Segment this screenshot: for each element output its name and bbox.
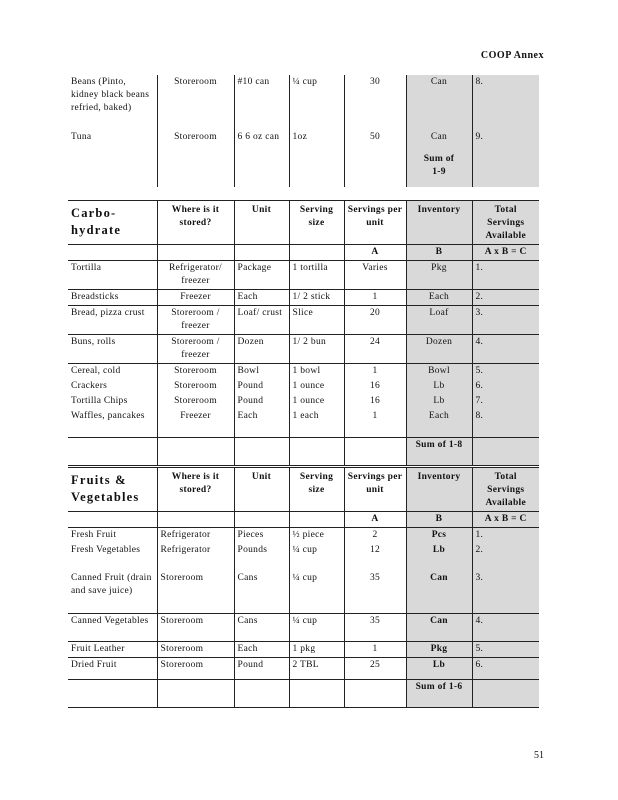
servings-per-unit: 30 <box>344 75 406 130</box>
servings-per-unit: 20 <box>344 306 406 335</box>
inventory: Lb <box>406 657 472 679</box>
unit: Cans <box>234 571 289 613</box>
table-row <box>68 130 539 187</box>
table-row <box>68 528 539 544</box>
table-row <box>68 364 539 380</box>
col-serving: Serving size <box>289 468 344 512</box>
unit: Package <box>234 261 289 290</box>
total-servings: 7. <box>472 394 539 409</box>
storage-location: Storeroom <box>157 641 234 657</box>
total-servings: 9. <box>472 130 539 187</box>
item-name: Waffles, pancakes <box>68 409 157 437</box>
item-name: Beans (Pinto, kidney black beans refried, baked) <box>71 77 150 113</box>
fruits-vegetables-table <box>68 467 539 708</box>
col-total: Total Servings Available <box>472 201 539 245</box>
col-total: Total Servings Available <box>472 468 539 512</box>
serving-size: ½ piece <box>289 528 344 544</box>
inventory: Can <box>406 613 472 641</box>
storage-location: Storeroom <box>157 613 234 641</box>
sum-label: Sum of 1-8 <box>406 437 472 465</box>
table-row <box>68 290 539 306</box>
col-inventory: Inventory <box>406 201 472 245</box>
inventory: Bowl <box>406 364 472 380</box>
inventory: Can <box>406 571 472 613</box>
annex-header: COOP Annex <box>480 50 544 61</box>
sum-row <box>68 679 539 707</box>
table-row <box>68 571 539 613</box>
col-formula: A x B = C <box>472 245 539 261</box>
servings-per-unit: 16 <box>344 379 406 394</box>
serving-size: 1/ 2 stick <box>289 290 344 306</box>
item-name: Buns, rolls <box>68 335 157 364</box>
storage-location: Storeroom <box>157 75 234 130</box>
serving-size: ¼ cup <box>289 75 344 130</box>
servings-per-unit: 16 <box>344 394 406 409</box>
storage-location: Storeroom <box>157 394 234 409</box>
formula-row <box>68 245 539 261</box>
unit: Cans <box>234 613 289 641</box>
storage-location: Storeroom <box>157 364 234 380</box>
total-servings: 6. <box>472 379 539 394</box>
table-row <box>68 613 539 641</box>
col-unit: Unit <box>234 468 289 512</box>
inventory: Pkg <box>406 261 472 290</box>
serving-size: 1/ 2 bun <box>289 335 344 364</box>
serving-size: ¼ cup <box>289 543 344 571</box>
serving-size: 1 each <box>289 409 344 437</box>
total-servings: 5. <box>472 364 539 380</box>
inventory: Each <box>406 409 472 437</box>
item-name: Tortilla Chips <box>71 396 128 406</box>
total-servings: 3. <box>472 571 539 613</box>
item-name: Crackers <box>71 381 108 391</box>
servings-per-unit: 25 <box>344 657 406 679</box>
servings-per-unit: 35 <box>344 571 406 613</box>
total-servings: 8. <box>472 409 539 437</box>
col-a: A <box>344 245 406 261</box>
serving-size: 1oz <box>289 130 344 187</box>
unit: 6 6 oz can <box>234 130 289 187</box>
item-name: Breadsticks <box>68 290 157 306</box>
sum-label: Sum of 1-9 <box>423 154 455 177</box>
inventory: Lb <box>406 543 472 571</box>
table-row <box>68 335 539 364</box>
storage-location: Storeroom <box>157 657 234 679</box>
protein-table-continued <box>68 75 539 187</box>
servings-per-unit: 2 <box>344 528 406 544</box>
unit: Each <box>234 641 289 657</box>
header-row <box>68 201 539 245</box>
total-servings: 6. <box>472 657 539 679</box>
col-serving: Serving size <box>289 201 344 245</box>
storage-location: Storeroom <box>157 571 234 613</box>
inventory: Pcs <box>406 528 472 544</box>
col-where: Where is it stored? <box>157 201 234 245</box>
servings-per-unit: 35 <box>344 613 406 641</box>
item-name: Tortilla <box>68 261 157 290</box>
total-servings: 2. <box>472 543 539 571</box>
item-name: Canned Fruit (drain and save juice) <box>68 571 157 613</box>
col-formula: A x B = C <box>472 512 539 528</box>
unit: Pounds <box>234 543 289 571</box>
page-number: 51 <box>534 750 544 761</box>
storage-location: Storeroom <box>157 130 234 187</box>
col-where: Where is it stored? <box>157 468 234 512</box>
formula-row <box>68 512 539 528</box>
servings-per-unit: 24 <box>344 335 406 364</box>
table-row <box>68 657 539 679</box>
serving-size: Slice <box>289 306 344 335</box>
total-servings: 2. <box>472 290 539 306</box>
item-name: Fruit Leather <box>68 641 157 657</box>
inventory: Can <box>406 75 472 130</box>
inventory: Lb <box>406 379 472 394</box>
section-title: Fruits & Vegetables <box>68 468 157 512</box>
unit: Pound <box>234 379 289 394</box>
sum-row <box>68 437 539 465</box>
unit: Pound <box>234 394 289 409</box>
table-row <box>68 641 539 657</box>
item-name: Tuna <box>71 132 92 142</box>
table-row <box>68 394 539 409</box>
total-servings: 5. <box>472 641 539 657</box>
item-name: Cereal, cold <box>71 366 121 376</box>
unit: #10 can <box>234 75 289 130</box>
table-row <box>68 543 539 571</box>
item-name: Bread, pizza crust <box>68 306 157 335</box>
unit: Each <box>234 409 289 437</box>
table-row <box>68 306 539 335</box>
col-per-unit: Servings per unit <box>344 468 406 512</box>
item-name: Canned Vegetables <box>68 613 157 641</box>
header-row <box>68 468 539 512</box>
storage-location: Refrigerator <box>157 528 234 544</box>
col-unit: Unit <box>234 201 289 245</box>
storage-location: Refrigerator <box>157 543 234 571</box>
inventory: Dozen <box>406 335 472 364</box>
unit: Pound <box>234 657 289 679</box>
inventory: Loaf <box>406 306 472 335</box>
serving-size: 1 ounce <box>289 394 344 409</box>
serving-size: ¼ cup <box>289 613 344 641</box>
total-servings: 1. <box>472 528 539 544</box>
unit: Loaf/ crust <box>234 306 289 335</box>
serving-size: 1 pkg <box>289 641 344 657</box>
unit: Pieces <box>234 528 289 544</box>
serving-size: 1 ounce <box>289 379 344 394</box>
item-name: Fresh Vegetables <box>71 545 141 555</box>
total-servings: 4. <box>472 335 539 364</box>
total-servings: 8. <box>472 75 539 130</box>
unit: Bowl <box>234 364 289 380</box>
storage-location: Freezer <box>157 290 234 306</box>
unit: Dozen <box>234 335 289 364</box>
serving-size: 1 tortilla <box>289 261 344 290</box>
unit: Each <box>234 290 289 306</box>
inventory: Each <box>406 290 472 306</box>
servings-per-unit: 1 <box>344 290 406 306</box>
col-b: B <box>406 512 472 528</box>
section-title: Carbo-hydrate <box>68 201 157 245</box>
servings-per-unit: 12 <box>344 543 406 571</box>
table-row <box>68 261 539 290</box>
storage-location: Storeroom / freezer <box>157 306 234 335</box>
serving-size: 2 TBL <box>289 657 344 679</box>
servings-per-unit: 1 <box>344 364 406 380</box>
servings-per-unit: Varies <box>344 261 406 290</box>
storage-location: Refrigerator/ freezer <box>157 261 234 290</box>
servings-per-unit: 50 <box>344 130 406 187</box>
col-a: A <box>344 512 406 528</box>
serving-size: ¼ cup <box>289 571 344 613</box>
col-inventory: Inventory <box>406 468 472 512</box>
item-name: Fresh Fruit <box>71 530 117 540</box>
col-b: B <box>406 245 472 261</box>
table-row <box>68 75 539 130</box>
sum-label: Sum of 1-6 <box>406 679 472 707</box>
servings-per-unit: 1 <box>344 641 406 657</box>
total-servings: 3. <box>472 306 539 335</box>
table-row <box>68 379 539 394</box>
inventory-value: Can <box>430 132 448 142</box>
storage-location: Freezer <box>157 409 234 437</box>
table-row <box>68 409 539 437</box>
carbohydrate-table <box>68 200 539 466</box>
storage-location: Storeroom <box>157 379 234 394</box>
total-servings: 1. <box>472 261 539 290</box>
col-per-unit: Servings per unit <box>344 201 406 245</box>
inventory <box>406 130 472 187</box>
servings-per-unit: 1 <box>344 409 406 437</box>
item-name: Dried Fruit <box>68 657 157 679</box>
inventory: Pkg <box>406 641 472 657</box>
storage-location: Storeroom / freezer <box>157 335 234 364</box>
total-servings: 4. <box>472 613 539 641</box>
serving-size: 1 bowl <box>289 364 344 380</box>
inventory: Lb <box>406 394 472 409</box>
